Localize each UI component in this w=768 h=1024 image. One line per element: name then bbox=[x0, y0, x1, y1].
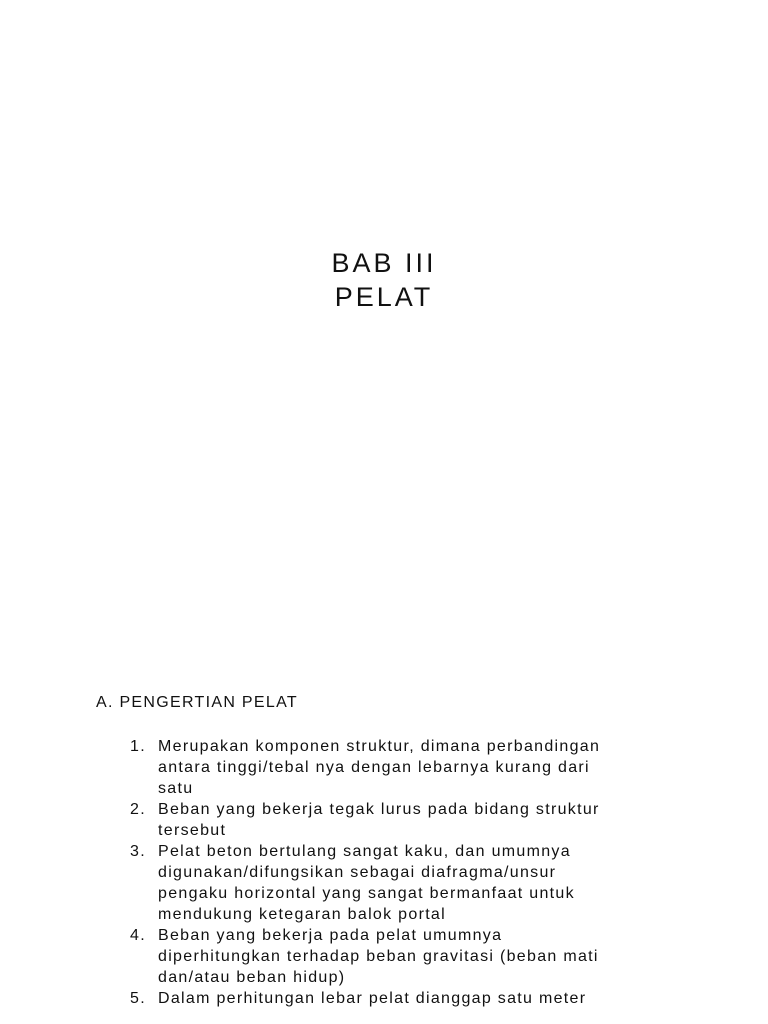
list-item-line: pengaku horizontal yang sangat bermanfaat untuk bbox=[158, 885, 575, 902]
list-item-line: mendukung ketegaran balok portal bbox=[158, 906, 446, 923]
list-item-line: digunakan/difungsikan sebagai diafragma/unsur bbox=[158, 864, 557, 881]
list-item-line: tersebut bbox=[158, 822, 227, 839]
chapter-number: BAB III bbox=[331, 248, 437, 278]
section-heading: A. PENGERTIAN PELAT bbox=[96, 694, 298, 711]
list-item-line: antara tinggi/tebal nya dengan lebarnya kurang dari bbox=[158, 759, 590, 776]
list-item-line: diperhitungkan terhadap beban gravitasi (beban mati bbox=[158, 948, 599, 965]
list-item bbox=[130, 799, 690, 841]
list-item bbox=[130, 841, 690, 925]
list-item-line: Dalam perhitungan lebar pelat dianggap satu meter bbox=[158, 990, 587, 1007]
list-item-line: satu bbox=[158, 780, 194, 797]
list-item-text bbox=[158, 736, 690, 799]
list-item-line: Beban yang bekerja tegak lurus pada bidang struktur bbox=[158, 801, 600, 818]
list-item-number: 2. bbox=[130, 801, 146, 818]
list-item bbox=[130, 925, 690, 988]
list-item-number: 1. bbox=[130, 738, 146, 755]
list-item-text bbox=[158, 925, 690, 988]
list-item-line: Beban yang bekerja pada pelat umumnya bbox=[158, 927, 503, 944]
list-item bbox=[130, 988, 690, 1009]
definition-list bbox=[130, 736, 690, 1009]
list-item-text bbox=[158, 988, 690, 1009]
list-item-number: 5. bbox=[130, 990, 146, 1007]
list-item-line: Pelat beton bertulang sangat kaku, dan umumnya bbox=[158, 843, 571, 860]
chapter-name: PELAT bbox=[334, 282, 434, 312]
chapter-title bbox=[0, 246, 768, 314]
list-item-number: 4. bbox=[130, 927, 146, 944]
list-item-text bbox=[158, 799, 690, 841]
list-item-text bbox=[158, 841, 690, 925]
list-item-line: Merupakan komponen struktur, dimana perbandingan bbox=[158, 738, 601, 755]
list-item-number: 3. bbox=[130, 843, 146, 860]
list-item-line: dan/atau beban hidup) bbox=[158, 969, 346, 986]
list-item bbox=[130, 736, 690, 799]
